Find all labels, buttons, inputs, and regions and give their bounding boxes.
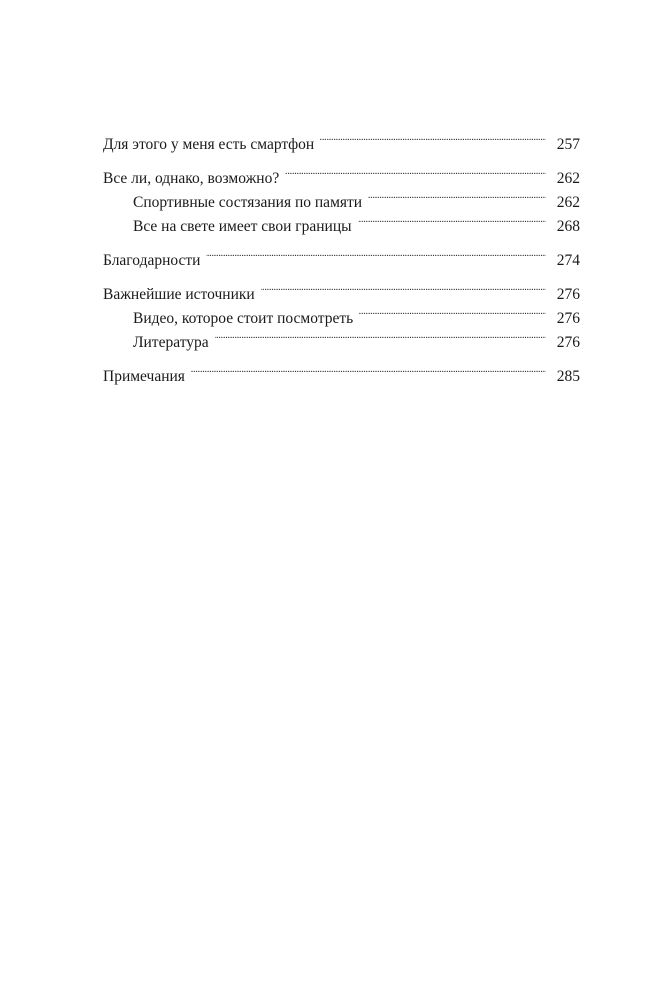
- toc-entry-title: Для этого у меня есть смартфон: [103, 136, 315, 153]
- table-of-contents: [103, 125, 580, 385]
- dot-leader: [359, 299, 546, 323]
- toc-entry: [103, 241, 580, 269]
- toc-entry-page-number: 276: [556, 286, 580, 303]
- dot-leader: [191, 357, 546, 381]
- toc-entry-page-number: 274: [556, 252, 580, 269]
- dot-leader: [261, 275, 546, 299]
- dot-leader: [215, 323, 546, 347]
- toc-entry-page-number: 262: [556, 194, 580, 211]
- toc-entry-page-number: 268: [556, 218, 580, 235]
- toc-entry-page-number: 257: [556, 136, 580, 153]
- dot-leader: [358, 207, 546, 231]
- toc-entry-title: Все на свете имеет свои границы: [133, 218, 352, 235]
- toc-entry: [103, 357, 580, 385]
- toc-entry: [103, 275, 580, 303]
- toc-entry-title: Литература: [133, 334, 209, 351]
- toc-entry-page-number: 285: [556, 368, 580, 385]
- toc-entry-page-number: 276: [556, 334, 580, 351]
- dot-leader: [285, 159, 546, 183]
- toc-entry-title: Видео, которое стоит посмотреть: [133, 310, 354, 327]
- toc-entry-page-number: 276: [556, 310, 580, 327]
- dot-leader: [368, 183, 546, 207]
- toc-entry-title: Благодарности: [103, 252, 201, 269]
- toc-entry: [103, 159, 580, 187]
- toc-entry-title: Важнейшие источники: [103, 286, 255, 303]
- dot-leader: [206, 241, 546, 265]
- toc-entry: [103, 125, 580, 153]
- dot-leader: [320, 125, 546, 149]
- toc-entry-title: Спортивные состязания по памяти: [133, 194, 363, 211]
- toc-entry-title: Все ли, однако, возможно?: [103, 170, 280, 187]
- toc-entry-title: Примечания: [103, 368, 185, 385]
- toc-entry-page-number: 262: [556, 170, 580, 187]
